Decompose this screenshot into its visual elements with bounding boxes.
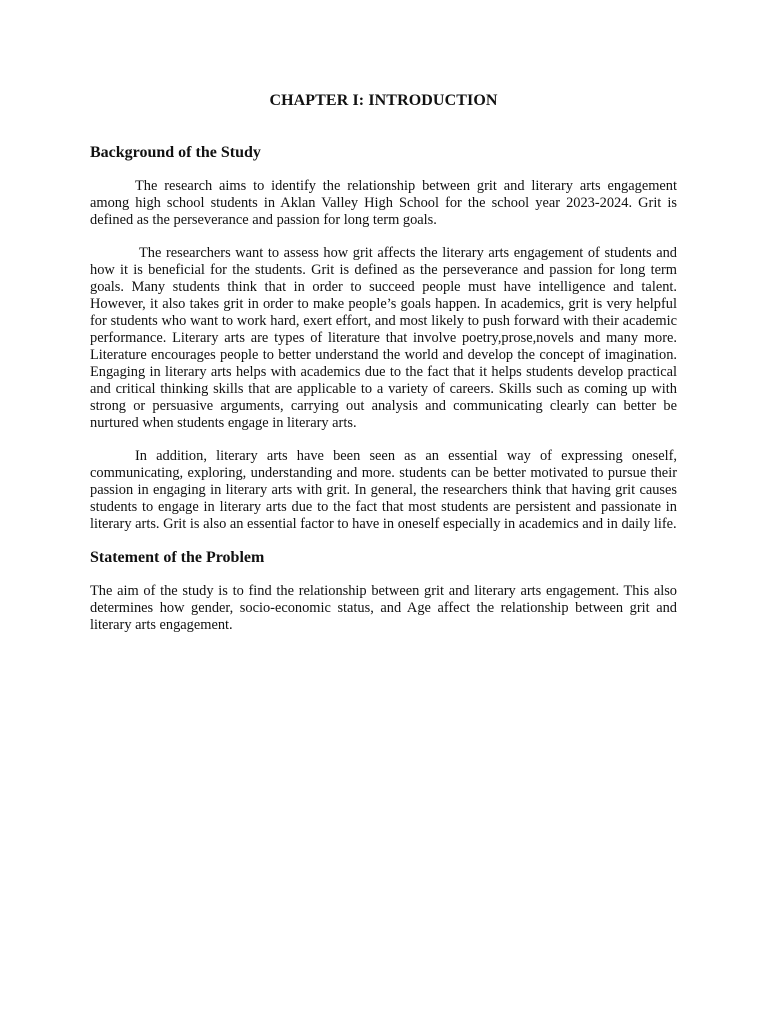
chapter-title: CHAPTER I: INTRODUCTION (269, 92, 498, 109)
section-heading-problem: Statement of the Problem (90, 549, 265, 566)
background-paragraph-3: In addition, literary arts have been seen as an essential way of expressing oneself, communicating, exploring, understanding and more. students can be better motivated to pursue their passion in engaging in literary arts with grit. In general, the researchers think that having grit causes students to engage in literary arts due to the fact that most students are persistent and passionate in literary arts. Grit is also an essential factor to have in oneself especially in academics and in daily life. (90, 448, 677, 532)
section-heading-background: Background of the Study (90, 144, 261, 161)
background-paragraph-1: The research aims to identify the relationship between grit and literary arts engagement among high school students in Aklan Valley High School for the school year 2023-2024. Grit is defined as the perseverance and passion for long term goals. (90, 178, 677, 228)
problem-paragraph-1: The aim of the study is to find the relationship between grit and literary arts engagement. This also determines how gender, socio-economic status, and Age affect the relationship between grit and literary arts engagement. (90, 583, 677, 633)
document-content (90, 92, 677, 650)
background-paragraph-2: The researchers want to assess how grit affects the literary arts engagement of students and how it is beneficial for the students. Grit is defined as the perseverance and passion for long term goals. Many students think that in order to succeed people must have intelligence and talent. However, it also takes grit in order to make people’s goals happen. In academics, grit is very helpful for students who want to work hard, exert effort, and most likely to push forward with their academic performance. Literary arts are types of literature that involve poetry,prose,novels and many more. Literature encourages people to better understand the world and develop the concept of imagination. Engaging in literary arts helps with academics due to the fact that it helps students develop practical and critical thinking skills that are applicable to a variety of careers. Skills such as coming up with strong or persuasive arguments, carrying out analysis and communicating clearly can better be nurtured when students engage in literary arts. (90, 245, 677, 431)
